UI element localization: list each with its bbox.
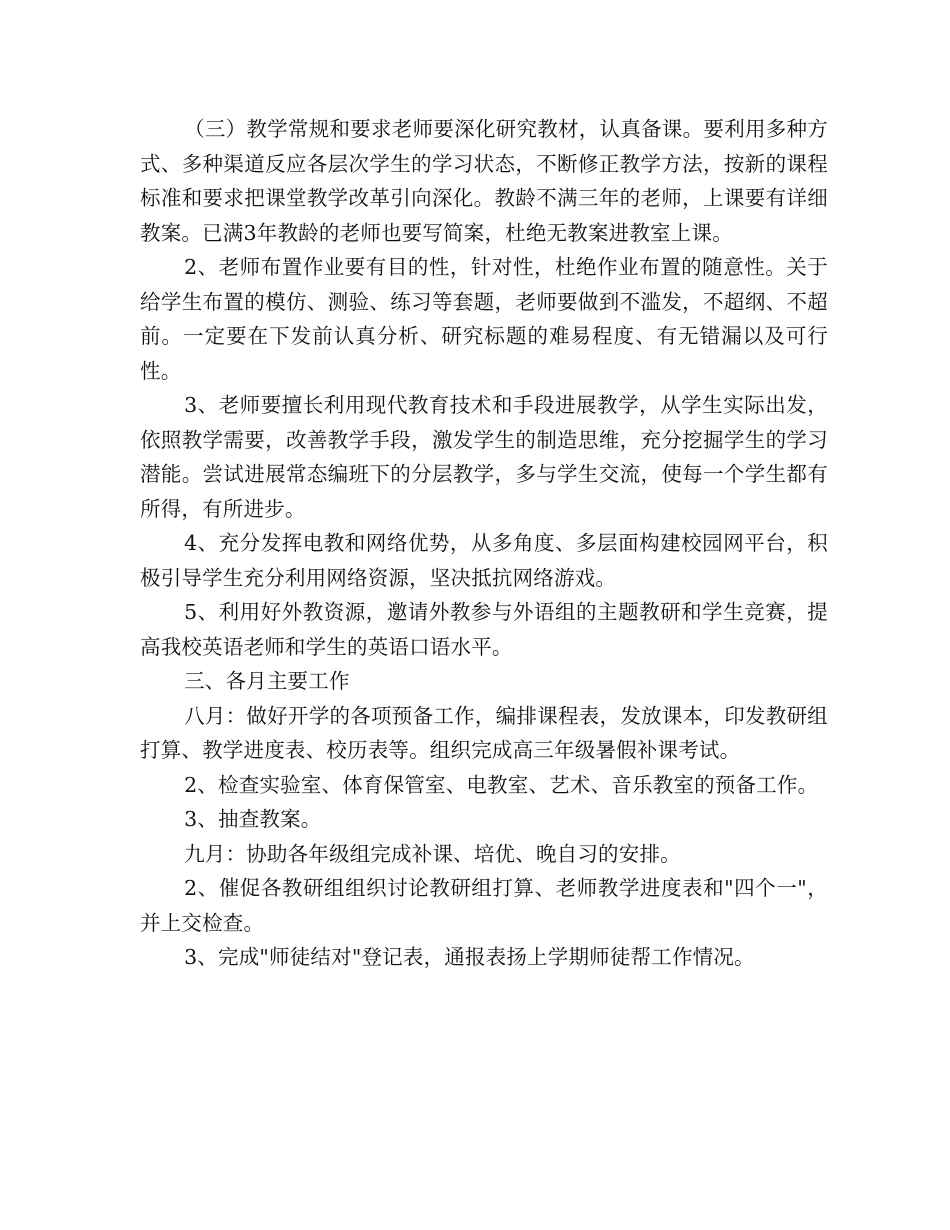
paragraph-foreign-teachers: 5、利用好外教资源，邀请外教参与外语组的主题教研和学生竞赛，提高我校英语老师和学生的英语口语水平。 — [140, 600, 828, 659]
paragraph-august: 八月：做好开学的各项预备工作，编排课程表，发放课本，印发教研组打算、教学进度表、校历表等。组织完成高三年级暑假补课考试。 — [140, 703, 828, 762]
section-heading-monthly-work: 三、各月主要工作 — [184, 669, 350, 693]
paragraph-september-item-2: 2、催促各教研组组织讨论教研组打算、老师教学进度表和"四个一"，并上交检查。 — [140, 876, 828, 935]
paragraph-modern-technology: 3、老师要擅长利用现代教育技术和手段进展教学，从学生实际出发，依照教学需要，改善教学手段，激发学生的制造思维，充分挖掘学生的学习潜能。尝试进展常态编班下的分层教学，多与学生交流，使每一个学生都有所得，有所进步。 — [140, 393, 828, 521]
document-body — [140, 112, 828, 975]
paragraph-teaching-routine: （三）教学常规和要求老师要深化研究教材，认真备课。要利用多种方式、多种渠道反应各层次学生的学习状态，不断修正教学方法，按新的课程标准和要求把课堂教学改革引向深化。教龄不满三年的老师，上课要有详细教案。已满3年教龄的老师也要写简案，杜绝无教案进教室上课。 — [140, 117, 828, 245]
paragraph-homework: 2、老师布置作业要有目的性，针对性，杜绝作业布置的随意性。关于给学生布置的模仿、测验、练习等套题，老师要做到不滥发，不超纲、不超前。一定要在下发前认真分析、研究标题的难易程度、有无错漏以及可行性。 — [140, 255, 828, 383]
paragraph-august-item-3: 3、抽查教案。 — [184, 807, 322, 831]
paragraph-september: 九月：协助各年级组完成补课、培优、晚自习的安排。 — [184, 841, 681, 866]
paragraph-september-item-3: 3、完成"师徒结对"登记表，通报表扬上学期师徒帮工作情况。 — [184, 945, 755, 969]
paragraph-august-item-2: 2、检查实验室、体育保管室、电教室、艺术、音乐教室的预备工作。 — [184, 772, 819, 797]
paragraph-network: 4、充分发挥电教和网络优势，从多角度、多层面构建校园网平台，积极引导学生充分利用网络资源，坚决抵抗网络游戏。 — [140, 531, 828, 590]
